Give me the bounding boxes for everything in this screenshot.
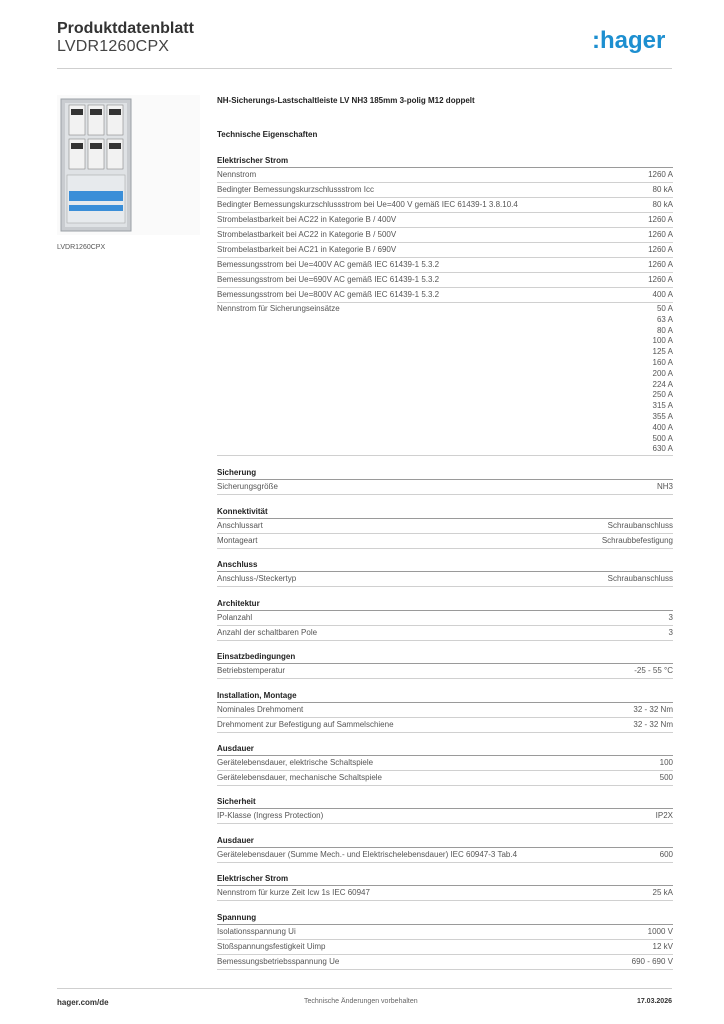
section-sicherung	[217, 467, 673, 495]
spec-label: Bemessungsstrom bei Ue=690V AC gemäß IEC 61439-1 5.3.2	[217, 275, 440, 284]
spec-value: 630 A	[652, 444, 673, 454]
spec-value: 1260 A	[648, 275, 673, 284]
spec-row	[217, 572, 673, 587]
product-image	[57, 95, 200, 235]
spec-row	[217, 198, 673, 213]
section-sicherheit	[217, 796, 673, 824]
spec-value: NH3	[656, 482, 673, 491]
product-image-caption: LVDR1260CPX	[57, 244, 106, 251]
product-subtitle: NH-Sicherungs-Lastschaltleiste LV NH3 185mm 3-polig M12 doppelt	[217, 96, 475, 105]
spec-label: Sicherungsgröße	[217, 482, 278, 491]
spec-value: 3	[668, 613, 673, 622]
spec-row	[217, 611, 673, 626]
spec-row	[217, 534, 673, 549]
spec-value: -25 - 55 °C	[634, 666, 673, 675]
spec-value: 80 kA	[652, 185, 673, 194]
spec-value: 200 A	[652, 368, 673, 378]
spec-value: Schraubbefestigung	[601, 536, 673, 545]
spec-label: Montageart	[217, 536, 258, 545]
hager-logo	[592, 28, 674, 54]
section-einsatzbedingungen	[217, 651, 673, 679]
spec-value-list	[653, 304, 673, 455]
spec-value: 125 A	[652, 347, 673, 357]
footer-date: 17.03.2026	[636, 998, 672, 1005]
spec-value: 1260 A	[648, 230, 673, 239]
spec-row	[217, 886, 673, 901]
spec-label: Bemessungsstrom bei Ue=800V AC gemäß IEC 61439-1 5.3.2	[217, 290, 440, 299]
section-ausdauer-gesamt	[217, 835, 673, 863]
product-code: LVDR1260CPX	[57, 38, 170, 55]
spec-value: 250 A	[652, 390, 673, 400]
spec-value: 25 kA	[652, 888, 673, 897]
spec-value: 80 A	[656, 325, 673, 335]
spec-row	[217, 519, 673, 534]
spec-row	[217, 664, 673, 679]
spec-row	[217, 940, 673, 955]
spec-label: Bedingter Bemessungskurzschlussstrom Icc	[217, 185, 374, 194]
section-title: Elektrischer Strom	[217, 155, 673, 168]
section-title: Spannung	[217, 912, 673, 925]
section-title: Sicherung	[217, 467, 673, 480]
spec-row	[217, 718, 673, 733]
section-title: Architektur	[217, 598, 673, 611]
section-title: Sicherheit	[217, 796, 673, 809]
spec-row-fuse-ratings	[217, 303, 673, 456]
spec-label: Bedingter Bemessungskurzschlussstrom bei Ue=400 V gemäß IEC 61439-1 3.8.10.4	[217, 200, 518, 209]
spec-row	[217, 626, 673, 641]
spec-value: 1260 A	[648, 215, 673, 224]
spec-row	[217, 213, 673, 228]
spec-label: Gerätelebensdauer, mechanische Schaltspiele	[217, 773, 382, 782]
spec-value: Schraubanschluss	[607, 574, 673, 583]
spec-row	[217, 273, 673, 288]
hager-logo-text: :hager	[592, 28, 666, 54]
spec-value: 224 A	[652, 379, 673, 389]
spec-label: Strombelastbarkeit bei AC22 in Kategorie B / 400V	[217, 215, 397, 224]
spec-label: Stoßspannungsfestigkeit Uimp	[217, 942, 326, 951]
spec-value: 3	[668, 628, 673, 637]
spec-label: Gerätelebensdauer, elektrische Schaltspiele	[217, 758, 374, 767]
spec-label: Nominales Drehmoment	[217, 705, 304, 714]
spec-label: Strombelastbarkeit bei AC21 in Kategorie B / 690V	[217, 245, 397, 254]
spec-value: 400 A	[652, 290, 673, 299]
spec-row	[217, 183, 673, 198]
spec-label: Strombelastbarkeit bei AC22 in Kategorie B / 500V	[217, 230, 397, 239]
spec-label: Anzahl der schaltbaren Pole	[217, 628, 318, 637]
footer-website-link[interactable]: hager.com/de	[57, 998, 109, 1007]
section-title: Anschluss	[217, 559, 673, 572]
spec-row	[217, 258, 673, 273]
section-title: Installation, Montage	[217, 690, 673, 703]
spec-label: Bemessungsbetriebsspannung Ue	[217, 957, 340, 966]
spec-row	[217, 288, 673, 303]
section-anschluss	[217, 559, 673, 587]
section-architektur	[217, 598, 673, 641]
spec-row	[217, 480, 673, 495]
section-spannung	[217, 912, 673, 970]
spec-value: 32 - 32 Nm	[633, 705, 673, 714]
spec-label: Polanzahl	[217, 613, 253, 622]
section-title: Ausdauer	[217, 743, 673, 756]
spec-value: 500 A	[652, 433, 673, 443]
spec-value: 100	[659, 758, 673, 767]
spec-value: 80 kA	[652, 200, 673, 209]
section-elektrischer-strom	[217, 155, 673, 456]
spec-row	[217, 809, 673, 824]
spec-value: 690 - 690 V	[631, 957, 673, 966]
spec-value: 32 - 32 Nm	[633, 720, 673, 729]
spec-value: Schraubanschluss	[607, 521, 673, 530]
spec-label: Nennstrom	[217, 170, 257, 179]
section-installation-montage	[217, 690, 673, 733]
section-title: Ausdauer	[217, 835, 673, 848]
section-ausdauer	[217, 743, 673, 786]
spec-label: Isolationsspannung Ui	[217, 927, 296, 936]
spec-value: 500	[659, 773, 673, 782]
footer-notice: Technische Änderungen vorbehalten	[304, 998, 418, 1005]
spec-label: Bemessungsstrom bei Ue=400V AC gemäß IEC 61439-1 5.3.2	[217, 260, 440, 269]
spec-label: Nennstrom für kurze Zeit Icw 1s IEC 60947	[217, 888, 370, 897]
spec-row	[217, 168, 673, 183]
spec-row	[217, 703, 673, 718]
spec-value: 1000 V	[647, 927, 673, 936]
spec-value: 1260 A	[648, 260, 673, 269]
spec-value: 12 kV	[652, 942, 673, 951]
footer-divider	[57, 988, 672, 989]
spec-row	[217, 955, 673, 970]
spec-value: 160 A	[652, 357, 673, 367]
spec-value: 63 A	[656, 314, 673, 324]
spec-label: Anschluss-/Steckertyp	[217, 574, 297, 583]
spec-row	[217, 756, 673, 771]
spec-label: Betriebstemperatur	[217, 666, 286, 675]
section-title: Konnektivität	[217, 506, 673, 519]
document-title: Produktdatenblatt	[57, 20, 194, 37]
spec-label: IP-Klasse (Ingress Protection)	[217, 811, 324, 820]
spec-label: Drehmoment zur Befestigung auf Sammelschiene	[217, 720, 394, 729]
spec-value: IP2X	[655, 811, 673, 820]
spec-row	[217, 925, 673, 940]
section-title: Einsatzbedingungen	[217, 651, 673, 664]
spec-value: 315 A	[652, 401, 673, 411]
spec-value: 100 A	[652, 336, 673, 346]
spec-label: Anschlussart	[217, 521, 263, 530]
spec-value: 355 A	[652, 411, 673, 421]
spec-row	[217, 228, 673, 243]
spec-label: Gerätelebensdauer (Summe Mech.- und Elektrischelebensdauer) IEC 60947-3 Tab.4	[217, 850, 518, 859]
spec-label: Nennstrom für Sicherungseinsätze	[217, 304, 340, 313]
spec-value: 1260 A	[648, 170, 673, 179]
spec-row	[217, 771, 673, 786]
spec-value: 400 A	[652, 422, 673, 432]
tech-heading: Technische Eigenschaften	[217, 130, 318, 139]
section-elektrischer-strom-kurzzeit	[217, 873, 673, 901]
spec-row	[217, 243, 673, 258]
spec-value: 1260 A	[648, 245, 673, 254]
section-title: Elektrischer Strom	[217, 873, 673, 886]
spec-value: 600	[659, 850, 673, 859]
spec-value: 50 A	[656, 304, 673, 313]
section-konnektivitaet	[217, 506, 673, 549]
header-divider	[57, 68, 672, 69]
spec-row	[217, 848, 673, 863]
